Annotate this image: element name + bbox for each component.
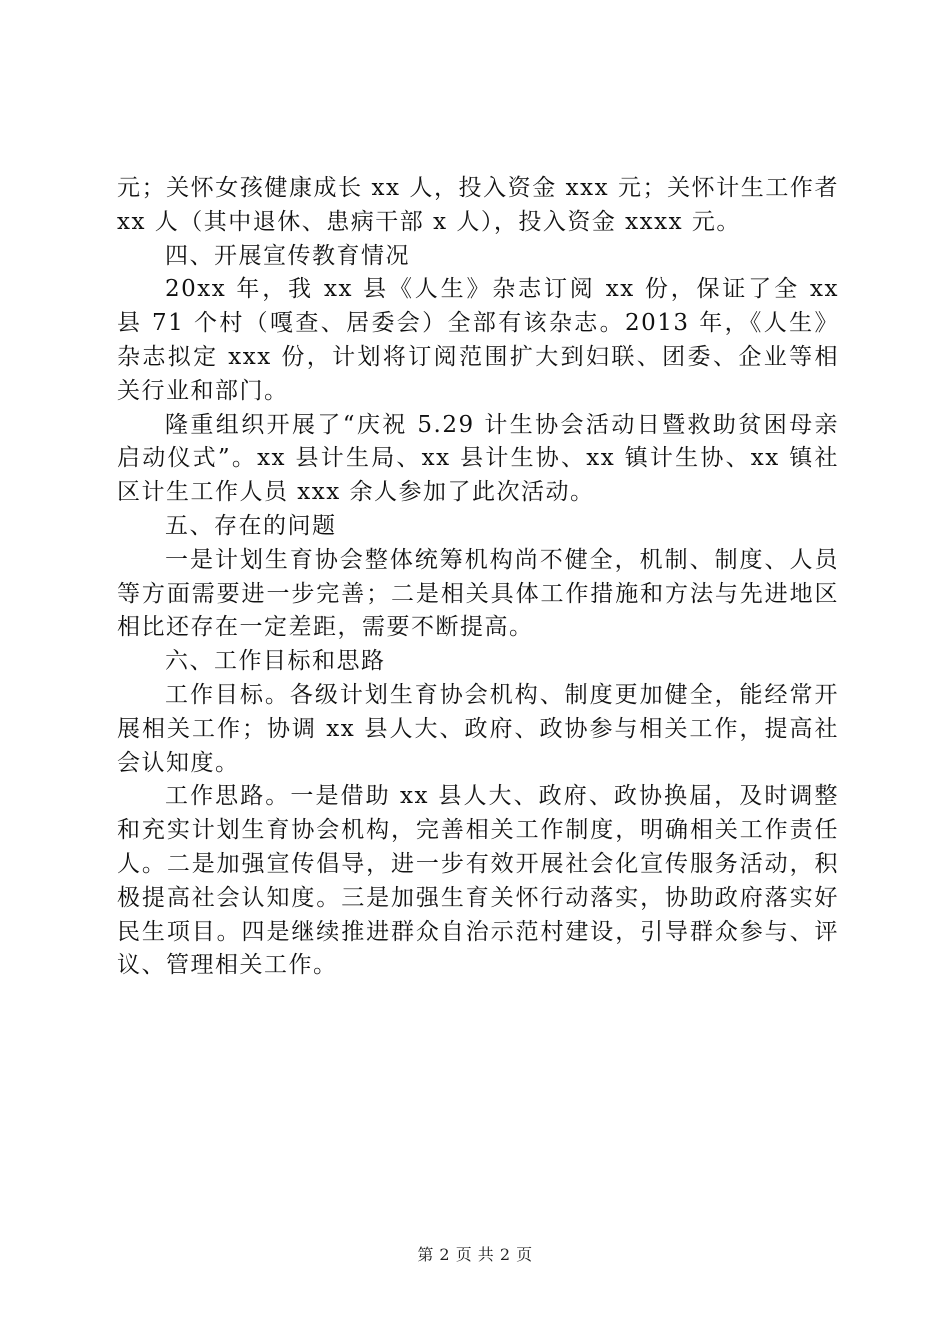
paragraph-magazine-subscription: 20xx 年，我 xx 县《人生》杂志订阅 xx 份，保证了全 xx 县 71 个村（嘎查、居委会）全部有该杂志。2013 年，《人生》杂志拟定 xxx 份，计划将订阅范围扩大到妇联、团委、企业等相关行业和部门。 xyxy=(117,276,839,404)
paragraph-work-ideas: 工作思路。一是借助 xx 县人大、政府、政协换届，及时调整和充实计划生育协会机构，完善相关工作制度，明确相关工作责任人。二是加强宣传倡导，进一步有效开展社会化宣传服务活动，积极提高社会认知度。三是加强生育关怀行动落实，协助政府落实好民生项目。四是继续推进群众自治示范村建设，引导群众参与、评议、管理相关工作。 xyxy=(117,783,839,979)
paragraph-activity-day: 隆重组织开展了“庆祝 5.29 计生协会活动日暨救助贫困母亲启动仪式”。xx 县计生局、xx 县计生协、xx 镇计生协、xx 镇社区计生工作人员 xxx 余人参加了此次活动。 xyxy=(117,411,839,506)
paragraph-work-goals: 工作目标。各级计划生育协会机构、制度更加健全，能经常开展相关工作；协调 xx 县人大、政府、政协参与相关工作，提高社会认知度。 xyxy=(117,681,839,776)
continuation-paragraph: 元；关怀女孩健康成长 xx 人，投入资金 xxx 元；关怀计生工作者 xx 人（其中退休、患病干部 x 人），投入资金 xxxx 元。 xyxy=(117,175,839,235)
paragraph-problems: 一是计划生育协会整体统筹机构尚不健全，机制、制度、人员等方面需要进一步完善；二是相关具体工作措施和方法与先进地区相比还存在一定差距，需要不断提高。 xyxy=(117,546,839,641)
section-heading-5: 五、存在的问题 xyxy=(165,512,337,539)
page-footer: 第 2 页 共 2 页 xyxy=(417,1245,533,1264)
document-body xyxy=(117,172,839,983)
section-heading-6: 六、工作目标和思路 xyxy=(165,648,386,675)
section-heading-4: 四、开展宣传教育情况 xyxy=(165,242,410,269)
